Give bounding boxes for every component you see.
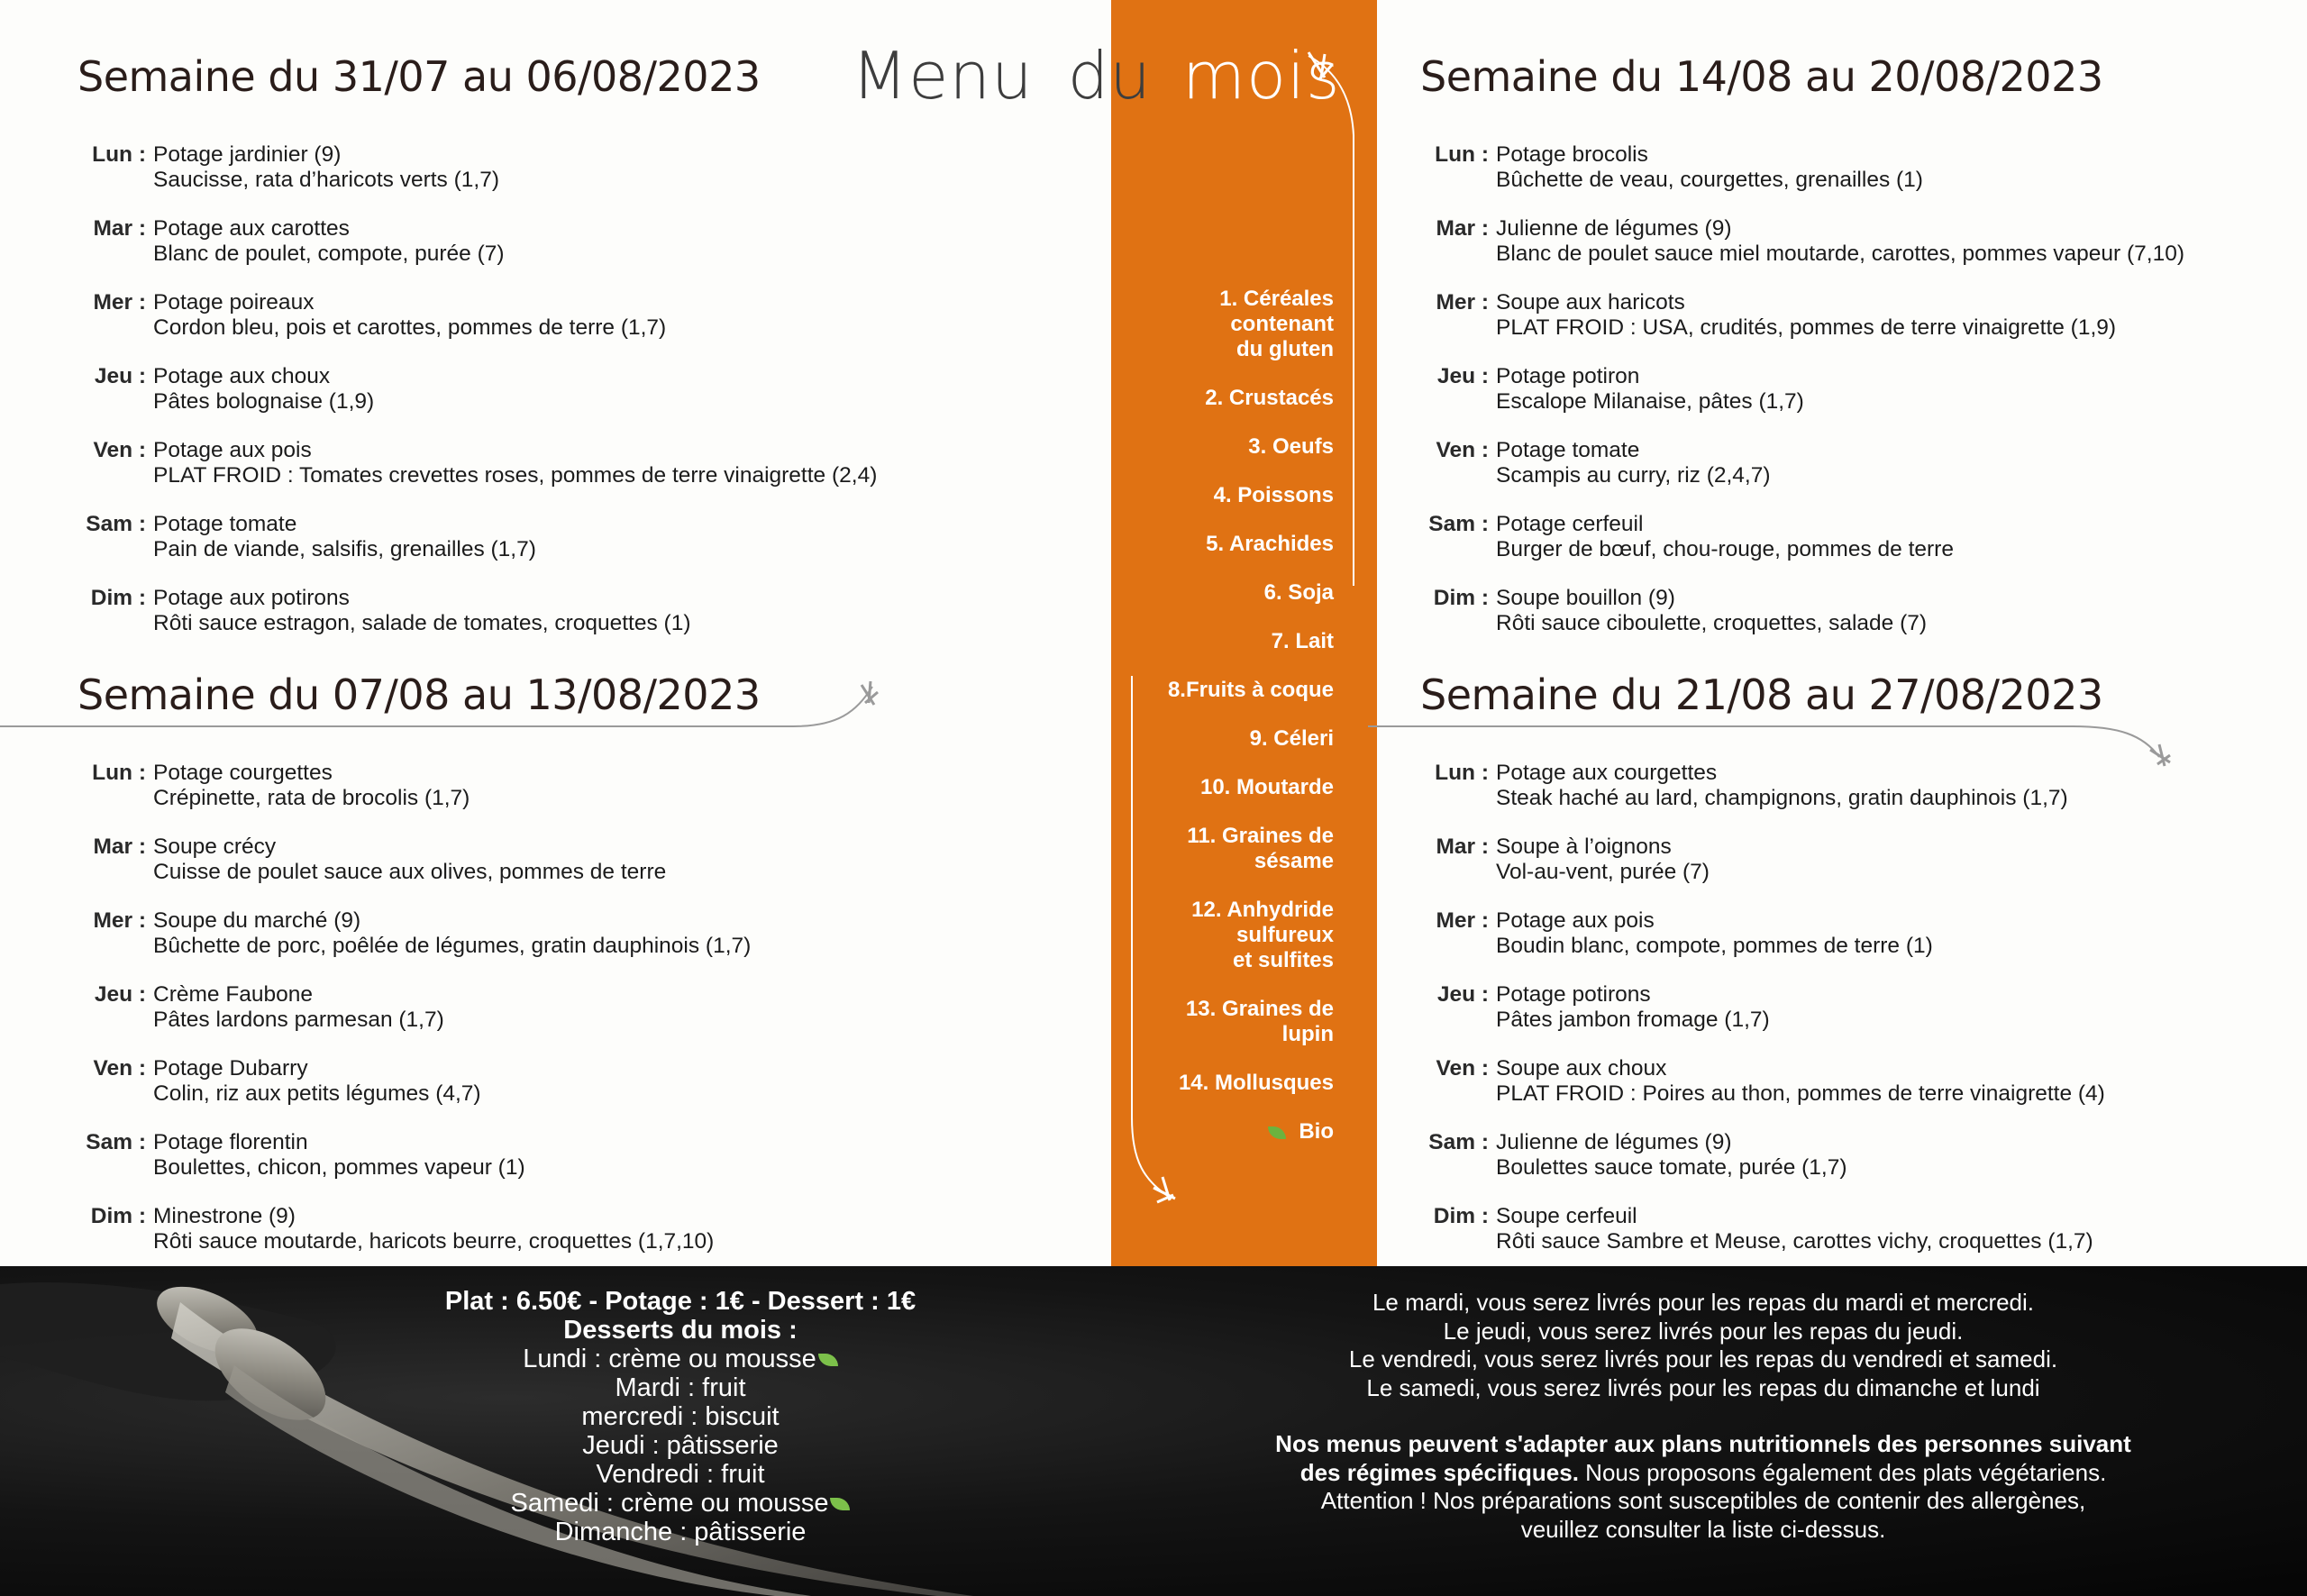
- title-word-menu: Menu: [852, 38, 1034, 114]
- dessert-item: mercredi : biscuit: [581, 1402, 780, 1431]
- allergen-line: 1. Céréales: [1219, 287, 1334, 311]
- day-name: Dim :: [1433, 586, 1489, 610]
- allergen-line: 4. Poissons: [1213, 483, 1334, 507]
- allergen-line: sulfureux: [1236, 923, 1334, 947]
- day-name: Dim :: [90, 1204, 146, 1228]
- desserts-title: Desserts du mois :: [563, 1316, 798, 1345]
- day-name: Jeu :: [94, 982, 146, 1007]
- soup: Potage tomate: [1496, 438, 1640, 462]
- soup: Soupe cerfeuil: [1496, 1204, 1637, 1228]
- day-name: Sam :: [1428, 1130, 1489, 1154]
- main-dish: PLAT FROID : USA, crudités, pommes de terre vinaigrette (1,9): [1496, 315, 2117, 340]
- main-dish: Vol-au-vent, purée (7): [1496, 860, 1710, 884]
- allergen-item: [1126, 629, 1334, 654]
- dessert-item: Vendredi : fruit: [596, 1460, 765, 1489]
- soup: Potage aux pois: [1496, 908, 1655, 933]
- nutrition-note-2: [1172, 1459, 2235, 1488]
- dessert-item: [342, 1489, 1018, 1518]
- allergen-bio: [1126, 1119, 1334, 1145]
- soup: Potage florentin: [153, 1130, 308, 1154]
- allergen-line: 5. Arachides: [1206, 532, 1334, 556]
- main-dish: Boudin blanc, compote, pommes de terre (1): [1496, 934, 1933, 958]
- day-name: Lun :: [92, 761, 146, 785]
- soup: Potage potiron: [1496, 364, 1640, 388]
- soup: Soupe à l’oignons: [1496, 834, 1672, 859]
- soup: Julienne de légumes (9): [1496, 216, 1732, 241]
- day-name: Mar :: [93, 834, 146, 859]
- allergen-warning-2: veuillez consulter la liste ci-dessus.: [1520, 1515, 1886, 1543]
- delivery-line: Le mardi, vous serez livrés pour les repas du mardi et mercredi.: [1372, 1289, 2035, 1316]
- soup: Potage aux potirons: [153, 586, 350, 610]
- main-dish: Cordon bleu, pois et carottes, pommes de terre (1,7): [153, 315, 667, 340]
- day-name: Jeu :: [1436, 364, 1489, 388]
- soup: Potage potirons: [1496, 982, 1651, 1007]
- main-dish: Boulettes sauce tomate, purée (1,7): [1496, 1155, 1847, 1180]
- allergen-item: [1126, 287, 1334, 362]
- title-word-du: du: [1067, 38, 1152, 114]
- day-name: Mer :: [1436, 290, 1489, 315]
- dessert-item: Jeudi : pâtisserie: [582, 1431, 779, 1460]
- dessert-item: Mardi : fruit: [615, 1373, 746, 1402]
- main-dish: Pâtes jambon fromage (1,7): [1496, 1008, 1770, 1032]
- dessert-text: Lundi : crème ou mousse: [523, 1345, 816, 1373]
- allergen-warning: Attention ! Nos préparations sont susceptibles de contenir des allergènes,: [1320, 1487, 2086, 1514]
- dessert-text: Samedi : crème ou mousse: [510, 1489, 829, 1518]
- allergen-item: [1126, 898, 1334, 973]
- soup: Potage aux courgettes: [1496, 761, 1718, 785]
- week-title: Semaine du 14/08 au 20/08/2023: [1420, 52, 2103, 101]
- allergen-line: contenant: [1230, 312, 1334, 336]
- soup: Potage poireaux: [153, 290, 315, 315]
- main-dish: Blanc de poulet, compote, purée (7): [153, 242, 505, 266]
- week-title: Semaine du 07/08 au 13/08/2023: [78, 670, 761, 719]
- vegetarian-note: Nous proposons également des plats végétariens.: [1578, 1458, 2107, 1486]
- day-name: Mar :: [1436, 216, 1489, 241]
- allergen-line: sésame: [1254, 849, 1334, 873]
- page-title: [852, 38, 1341, 114]
- allergen-line: du gluten: [1236, 337, 1334, 361]
- main-dish: Scampis au curry, riz (2,4,7): [1496, 463, 1771, 488]
- delivery-line: Le jeudi, vous serez livrés pour les repas du jeudi.: [1443, 1317, 1964, 1345]
- main-dish: PLAT FROID : Tomates crevettes roses, pommes de terre vinaigrette (2,4): [153, 463, 878, 488]
- soup: Minestrone (9): [153, 1204, 296, 1228]
- day-name: Mar :: [93, 216, 146, 241]
- delivery-line: Le samedi, vous serez livrés pour les repas du dimanche et lundi: [1366, 1373, 2040, 1401]
- day-name: Dim :: [1433, 1204, 1489, 1228]
- day-name: Ven :: [93, 438, 146, 462]
- price-line: Plat : 6.50€ - Potage : 1€ - Dessert : 1€: [444, 1287, 916, 1316]
- main-dish: Pâtes lardons parmesan (1,7): [153, 1008, 444, 1032]
- soup: Crème Faubone: [153, 982, 314, 1007]
- soup: Potage courgettes: [153, 761, 333, 785]
- allergen-line: 7. Lait: [1271, 629, 1334, 653]
- soup: Potage tomate: [153, 512, 297, 536]
- day-name: Lun :: [1435, 761, 1489, 785]
- main-dish: Rôti sauce Sambre et Meuse, carottes vichy, croquettes (1,7): [1496, 1229, 2093, 1254]
- main-dish: Burger de bœuf, chou-rouge, pommes de terre: [1496, 537, 1954, 561]
- allergen-line: 14. Mollusques: [1178, 1071, 1334, 1095]
- main-dish: Rôti sauce ciboulette, croquettes, salade (7): [1496, 611, 1928, 635]
- allergen-line: 2. Crustacés: [1205, 386, 1334, 410]
- day-name: Mer :: [93, 290, 146, 315]
- soup: Soupe bouillon (9): [1496, 586, 1675, 610]
- main-dish: Crépinette, rata de brocolis (1,7): [153, 786, 470, 810]
- allergen-line: 10. Moutarde: [1199, 775, 1334, 799]
- title-word-mois: mois: [1181, 38, 1341, 114]
- leaf-icon: [818, 1354, 838, 1366]
- leaf-icon: [830, 1498, 850, 1510]
- day-name: Sam :: [86, 512, 146, 536]
- day-name: Jeu :: [94, 364, 146, 388]
- day-name: Ven :: [1436, 438, 1489, 462]
- soup: Potage brocolis: [1496, 142, 1648, 167]
- soup: Soupe aux choux: [1496, 1056, 1667, 1081]
- allergen-line: 12. Anhydride: [1191, 898, 1334, 922]
- main-dish: Steak haché au lard, champignons, gratin dauphinois (1,7): [1496, 786, 2068, 810]
- leaf-icon: [1268, 1126, 1286, 1139]
- soup: Potage cerfeuil: [1496, 512, 1644, 536]
- soup: Potage aux carottes: [153, 216, 350, 241]
- allergen-line: 9. Céleri: [1249, 726, 1334, 751]
- soup: Potage aux pois: [153, 438, 312, 462]
- allergen-item: [1126, 775, 1334, 800]
- allergen-item: [1126, 580, 1334, 606]
- allergen-item: [1126, 726, 1334, 752]
- allergen-item: [1126, 386, 1334, 411]
- allergen-line: 8.Fruits à coque: [1167, 678, 1334, 702]
- main-dish: Rôti sauce estragon, salade de tomates, croquettes (1): [153, 611, 691, 635]
- day-name: Lun :: [92, 142, 146, 167]
- week-title: Semaine du 21/08 au 27/08/2023: [1420, 670, 2103, 719]
- week-title: Semaine du 31/07 au 06/08/2023: [78, 52, 761, 101]
- allergen-line: 6. Soja: [1263, 580, 1334, 605]
- day-name: Lun :: [1435, 142, 1489, 167]
- day-name: Jeu :: [1436, 982, 1489, 1007]
- main-dish: Pâtes bolognaise (1,9): [153, 389, 375, 414]
- delivery-info: [1172, 1289, 2235, 1544]
- day-name: Mar :: [1436, 834, 1489, 859]
- allergen-line: et sulfites: [1232, 948, 1334, 972]
- allergen-item: [1126, 532, 1334, 557]
- main-dish: Colin, riz aux petits légumes (4,7): [153, 1081, 481, 1106]
- main-dish: Bûchette de porc, poêlée de légumes, gratin dauphinois (1,7): [153, 934, 752, 958]
- main-dish: Pain de viande, salsifis, grenailles (1,7): [153, 537, 536, 561]
- day-name: Sam :: [86, 1130, 146, 1154]
- prices-block: [342, 1287, 1018, 1546]
- bio-label: Bio: [1299, 1119, 1334, 1144]
- delivery-line: Le vendredi, vous serez livrés pour les repas du vendredi et samedi.: [1348, 1345, 2058, 1373]
- allergen-line: lupin: [1281, 1022, 1334, 1046]
- allergen-item: [1126, 824, 1334, 874]
- day-name: Dim :: [90, 586, 146, 610]
- main-dish: Rôti sauce moutarde, haricots beurre, croquettes (1,7,10): [153, 1229, 715, 1254]
- allergen-item: [1126, 678, 1334, 703]
- main-dish: Saucisse, rata d’haricots verts (1,7): [153, 168, 499, 192]
- main-dish: PLAT FROID : Poires au thon, pommes de terre vinaigrette (4): [1496, 1081, 2105, 1106]
- soup: Julienne de légumes (9): [1496, 1130, 1732, 1154]
- day-name: Ven :: [93, 1056, 146, 1081]
- dessert-item: Dimanche : pâtisserie: [554, 1518, 807, 1546]
- soup: Soupe crécy: [153, 834, 277, 859]
- nutrition-note: Nos menus peuvent s'adapter aux plans nutritionnels des personnes suivant: [1275, 1430, 2131, 1457]
- main-dish: Bûchette de veau, courgettes, grenailles (1): [1496, 168, 1923, 192]
- day-name: Mer :: [93, 908, 146, 933]
- allergen-item: [1126, 997, 1334, 1047]
- main-dish: Boulettes, chicon, pommes vapeur (1): [153, 1155, 525, 1180]
- allergen-item: [1126, 1071, 1334, 1096]
- day-name: Ven :: [1436, 1056, 1489, 1081]
- main-dish: Cuisse de poulet sauce aux olives, pommes de terre: [153, 860, 667, 884]
- allergen-line: 3. Oeufs: [1248, 434, 1334, 459]
- allergen-line: 13. Graines de: [1185, 997, 1334, 1021]
- dessert-item: [342, 1345, 1018, 1373]
- soup: Soupe du marché (9): [153, 908, 361, 933]
- day-name: Mer :: [1436, 908, 1489, 933]
- allergen-item: [1126, 483, 1334, 508]
- soup: Potage Dubarry: [153, 1056, 308, 1081]
- main-dish: Escalope Milanaise, pâtes (1,7): [1496, 389, 1804, 414]
- allergen-item: [1126, 434, 1334, 460]
- allergen-line: 11. Graines de: [1187, 824, 1334, 848]
- main-dish: Blanc de poulet sauce miel moutarde, carottes, pommes vapeur (7,10): [1496, 242, 2184, 266]
- soup: Soupe aux haricots: [1496, 290, 1685, 315]
- day-name: Sam :: [1428, 512, 1489, 536]
- soup: Potage jardinier (9): [153, 142, 342, 167]
- soup: Potage aux choux: [153, 364, 331, 388]
- allergen-list: [1126, 287, 1334, 1168]
- nutrition-bold: des régimes spécifiques.: [1299, 1458, 1579, 1486]
